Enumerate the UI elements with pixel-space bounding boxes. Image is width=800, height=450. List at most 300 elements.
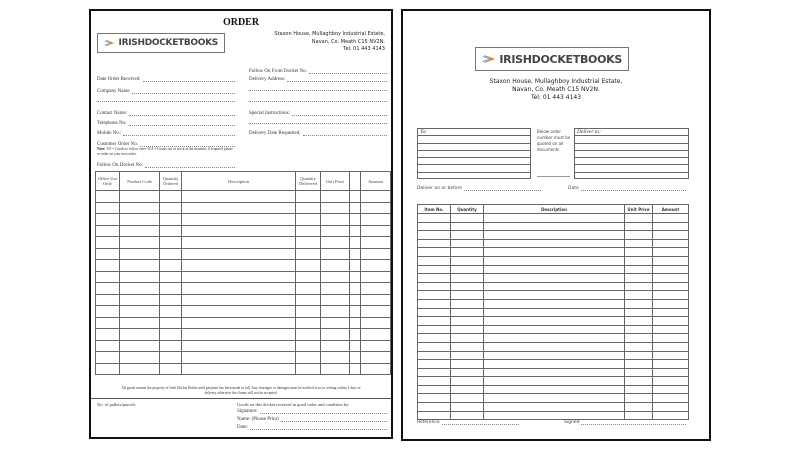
table-cell[interactable] bbox=[418, 377, 451, 386]
table-cell[interactable] bbox=[160, 248, 182, 260]
table-cell[interactable] bbox=[653, 239, 689, 248]
table-cell[interactable] bbox=[451, 317, 484, 326]
table-cell[interactable] bbox=[182, 237, 296, 249]
table-cell[interactable] bbox=[350, 225, 361, 237]
table-cell[interactable] bbox=[653, 214, 689, 223]
table-cell[interactable] bbox=[321, 306, 350, 318]
table-cell[interactable] bbox=[160, 202, 182, 214]
table-cell[interactable] bbox=[120, 294, 160, 306]
to-box[interactable] bbox=[417, 128, 531, 179]
deliver-to-box[interactable] bbox=[574, 128, 689, 179]
table-cell[interactable] bbox=[653, 360, 689, 369]
address-line: Tel: 01 443 4143 bbox=[343, 46, 385, 52]
table-cell[interactable] bbox=[484, 351, 625, 360]
table-cell[interactable] bbox=[321, 294, 350, 306]
table-cell[interactable] bbox=[120, 306, 160, 318]
telephone-field[interactable]: Telephone No: bbox=[97, 121, 235, 126]
table-cell[interactable] bbox=[653, 274, 689, 283]
table-cell[interactable] bbox=[321, 340, 350, 352]
table-cell[interactable] bbox=[484, 291, 625, 300]
table-cell[interactable] bbox=[96, 329, 120, 341]
table-cell[interactable] bbox=[625, 325, 653, 334]
table-cell[interactable] bbox=[160, 214, 182, 226]
table-cell[interactable] bbox=[296, 202, 321, 214]
table-cell[interactable] bbox=[182, 225, 296, 237]
table-cell[interactable] bbox=[484, 265, 625, 274]
table-cell[interactable] bbox=[361, 271, 391, 283]
table-cell[interactable] bbox=[451, 274, 484, 283]
table-cell[interactable] bbox=[625, 377, 653, 386]
table-cell[interactable] bbox=[296, 271, 321, 283]
table-cell[interactable] bbox=[182, 248, 296, 260]
table-cell[interactable] bbox=[418, 256, 451, 265]
table-cell[interactable] bbox=[361, 329, 391, 341]
table-cell[interactable] bbox=[182, 352, 296, 364]
table-cell[interactable] bbox=[361, 340, 391, 352]
table-cell[interactable] bbox=[182, 329, 296, 341]
table-cell[interactable] bbox=[451, 308, 484, 317]
table-cell[interactable] bbox=[625, 334, 653, 343]
table-cell[interactable] bbox=[296, 329, 321, 341]
table-cell[interactable] bbox=[418, 214, 451, 223]
to-label: To: bbox=[418, 129, 530, 136]
table-cell[interactable] bbox=[625, 342, 653, 351]
table-cell[interactable] bbox=[418, 282, 451, 291]
col-amount: Amount bbox=[653, 205, 689, 214]
table-cell[interactable] bbox=[653, 291, 689, 300]
special-instructions-field[interactable]: Special Instructions: bbox=[249, 111, 387, 116]
table-cell[interactable] bbox=[484, 377, 625, 386]
table-cell[interactable] bbox=[451, 342, 484, 351]
table-cell[interactable] bbox=[296, 352, 321, 364]
table-cell[interactable] bbox=[96, 260, 120, 272]
table-cell[interactable] bbox=[182, 271, 296, 283]
table-cell[interactable] bbox=[418, 325, 451, 334]
table-cell[interactable] bbox=[625, 403, 653, 412]
follow-on-docket-field[interactable]: Follow On Docket No: bbox=[97, 163, 235, 168]
table-cell[interactable] bbox=[160, 340, 182, 352]
table-row bbox=[418, 222, 689, 231]
table-cell[interactable] bbox=[418, 299, 451, 308]
table-cell[interactable] bbox=[350, 283, 361, 295]
table-cell[interactable] bbox=[653, 334, 689, 343]
table-cell[interactable] bbox=[653, 265, 689, 274]
table-cell[interactable] bbox=[484, 385, 625, 394]
signature-field[interactable]: Signature: bbox=[237, 409, 387, 414]
table-cell[interactable] bbox=[418, 231, 451, 240]
terms-text: All goods remain the property of Irish Docket Books until payment has been made in full. Any shortages or damages must be notified to us in writing within 3 days of delivery otherwise the claims will not be accepted. bbox=[121, 386, 361, 395]
table-cell[interactable] bbox=[350, 237, 361, 249]
table-cell[interactable] bbox=[96, 191, 120, 203]
table-cell[interactable] bbox=[160, 317, 182, 329]
table-cell[interactable] bbox=[653, 411, 689, 420]
table-cell[interactable] bbox=[120, 340, 160, 352]
reference-field[interactable]: Reference bbox=[417, 420, 519, 425]
table-cell[interactable] bbox=[361, 294, 391, 306]
table-cell[interactable] bbox=[361, 363, 391, 375]
table-cell[interactable] bbox=[182, 191, 296, 203]
table-cell[interactable] bbox=[160, 237, 182, 249]
table-cell[interactable] bbox=[361, 237, 391, 249]
table-cell[interactable] bbox=[296, 294, 321, 306]
table-cell[interactable] bbox=[96, 340, 120, 352]
table-cell[interactable] bbox=[160, 352, 182, 364]
table-cell[interactable] bbox=[653, 403, 689, 412]
table-cell[interactable] bbox=[484, 334, 625, 343]
table-cell[interactable] bbox=[451, 360, 484, 369]
date-order-received-field[interactable]: Date Order Received: bbox=[97, 77, 235, 82]
table-cell[interactable] bbox=[653, 342, 689, 351]
table-cell[interactable] bbox=[451, 411, 484, 420]
table-cell[interactable] bbox=[653, 385, 689, 394]
table-cell[interactable] bbox=[296, 306, 321, 318]
table-cell[interactable] bbox=[350, 202, 361, 214]
table-cell[interactable] bbox=[451, 231, 484, 240]
table-cell[interactable] bbox=[653, 325, 689, 334]
table-cell[interactable] bbox=[625, 360, 653, 369]
table-cell[interactable] bbox=[361, 191, 391, 203]
table-cell[interactable] bbox=[120, 260, 160, 272]
table-cell[interactable] bbox=[120, 363, 160, 375]
table-cell[interactable] bbox=[625, 214, 653, 223]
table-cell[interactable] bbox=[484, 282, 625, 291]
table-cell[interactable] bbox=[484, 222, 625, 231]
table-cell[interactable] bbox=[418, 248, 451, 257]
table-cell[interactable] bbox=[653, 394, 689, 403]
table-cell[interactable] bbox=[484, 248, 625, 257]
table-cell[interactable] bbox=[120, 202, 160, 214]
table-cell[interactable] bbox=[484, 239, 625, 248]
table-cell[interactable] bbox=[96, 202, 120, 214]
table-cell[interactable] bbox=[653, 377, 689, 386]
table-cell[interactable] bbox=[653, 248, 689, 257]
delivery-date-field[interactable]: Delivery Date Requested: bbox=[249, 131, 387, 136]
form-title: ORDER bbox=[222, 17, 260, 28]
table-cell[interactable] bbox=[350, 260, 361, 272]
table-cell[interactable] bbox=[451, 256, 484, 265]
table-cell[interactable] bbox=[321, 329, 350, 341]
table-cell[interactable] bbox=[96, 225, 120, 237]
table-cell[interactable] bbox=[321, 202, 350, 214]
table-cell[interactable] bbox=[361, 202, 391, 214]
table-cell[interactable] bbox=[484, 325, 625, 334]
table-cell[interactable] bbox=[296, 214, 321, 226]
table-cell[interactable] bbox=[350, 271, 361, 283]
table-cell[interactable] bbox=[361, 306, 391, 318]
table-cell[interactable] bbox=[484, 308, 625, 317]
table-cell[interactable] bbox=[418, 308, 451, 317]
col-unit-price: Unit Price bbox=[321, 172, 350, 191]
table-cell[interactable] bbox=[451, 282, 484, 291]
table-cell[interactable] bbox=[625, 265, 653, 274]
table-cell[interactable] bbox=[625, 256, 653, 265]
table-cell[interactable] bbox=[120, 352, 160, 364]
table-cell[interactable] bbox=[451, 265, 484, 274]
table-cell[interactable] bbox=[296, 317, 321, 329]
table-row bbox=[96, 237, 391, 249]
table-cell[interactable] bbox=[96, 271, 120, 283]
table-cell[interactable] bbox=[160, 329, 182, 341]
table-cell[interactable] bbox=[625, 317, 653, 326]
table-cell[interactable] bbox=[321, 317, 350, 329]
table-cell[interactable] bbox=[120, 248, 160, 260]
table-row bbox=[96, 317, 391, 329]
table-cell[interactable] bbox=[451, 377, 484, 386]
table-cell[interactable] bbox=[451, 368, 484, 377]
table-row bbox=[96, 225, 391, 237]
table-cell[interactable] bbox=[160, 306, 182, 318]
table-cell[interactable] bbox=[96, 352, 120, 364]
table-cell[interactable] bbox=[625, 291, 653, 300]
table-cell[interactable] bbox=[120, 317, 160, 329]
table-cell[interactable] bbox=[120, 191, 160, 203]
table-cell[interactable] bbox=[418, 239, 451, 248]
table-cell[interactable] bbox=[96, 283, 120, 295]
table-cell[interactable] bbox=[296, 237, 321, 249]
table-cell[interactable] bbox=[625, 274, 653, 283]
table-row bbox=[96, 214, 391, 226]
table-cell[interactable] bbox=[350, 306, 361, 318]
table-cell[interactable] bbox=[120, 237, 160, 249]
table-cell[interactable] bbox=[321, 352, 350, 364]
table-cell[interactable] bbox=[296, 248, 321, 260]
table-row bbox=[96, 191, 391, 203]
signed-field[interactable]: Signed bbox=[564, 420, 686, 425]
table-cell[interactable] bbox=[418, 342, 451, 351]
table-cell[interactable] bbox=[484, 274, 625, 283]
table-cell[interactable] bbox=[625, 308, 653, 317]
date-field[interactable]: Date: bbox=[237, 425, 387, 430]
logo-book-icon bbox=[104, 37, 115, 49]
table-cell[interactable] bbox=[418, 403, 451, 412]
table-cell[interactable] bbox=[451, 394, 484, 403]
table-cell[interactable] bbox=[361, 283, 391, 295]
table-cell[interactable] bbox=[120, 214, 160, 226]
table-cell[interactable] bbox=[484, 317, 625, 326]
table-cell[interactable] bbox=[418, 334, 451, 343]
received-label: Goods on this docket received in good order and condition by: bbox=[237, 402, 350, 407]
order-number-line bbox=[537, 176, 570, 177]
table-cell[interactable] bbox=[350, 363, 361, 375]
table-cell[interactable] bbox=[625, 385, 653, 394]
follow-on-from-field[interactable]: Follow On From Docket No. bbox=[249, 69, 387, 74]
table-cell[interactable] bbox=[182, 363, 296, 375]
table-cell[interactable] bbox=[625, 394, 653, 403]
table-cell[interactable] bbox=[96, 317, 120, 329]
table-cell[interactable] bbox=[625, 248, 653, 257]
table-cell[interactable] bbox=[418, 222, 451, 231]
table-cell[interactable] bbox=[96, 248, 120, 260]
table-cell[interactable] bbox=[484, 360, 625, 369]
table-cell[interactable] bbox=[484, 214, 625, 223]
table-cell[interactable] bbox=[361, 317, 391, 329]
table-cell[interactable] bbox=[361, 248, 391, 260]
table-cell[interactable] bbox=[418, 360, 451, 369]
table-cell[interactable] bbox=[160, 363, 182, 375]
table-cell[interactable] bbox=[653, 317, 689, 326]
table-row bbox=[96, 363, 391, 375]
table-cell[interactable] bbox=[625, 299, 653, 308]
table-cell[interactable] bbox=[653, 351, 689, 360]
table-cell[interactable] bbox=[451, 403, 484, 412]
table-cell[interactable] bbox=[296, 363, 321, 375]
table-cell[interactable] bbox=[484, 256, 625, 265]
table-cell[interactable] bbox=[182, 202, 296, 214]
table-cell[interactable] bbox=[120, 283, 160, 295]
table-cell[interactable] bbox=[418, 394, 451, 403]
table-cell[interactable] bbox=[451, 351, 484, 360]
table-cell[interactable] bbox=[484, 231, 625, 240]
order-form-left bbox=[89, 9, 393, 439]
table-cell[interactable] bbox=[296, 260, 321, 272]
table-cell[interactable] bbox=[296, 340, 321, 352]
table-cell[interactable] bbox=[350, 317, 361, 329]
table-cell[interactable] bbox=[418, 291, 451, 300]
table-cell[interactable] bbox=[625, 411, 653, 420]
table-row bbox=[96, 329, 391, 341]
table-cell[interactable] bbox=[120, 329, 160, 341]
table-cell[interactable] bbox=[451, 248, 484, 257]
table-cell[interactable] bbox=[484, 299, 625, 308]
address-line: Staxon House, Mullaghboy Industrial Estate, bbox=[489, 78, 623, 85]
table-row bbox=[418, 342, 689, 351]
table-row bbox=[418, 351, 689, 360]
table-cell[interactable] bbox=[451, 239, 484, 248]
table-row bbox=[96, 352, 391, 364]
table-cell[interactable] bbox=[96, 214, 120, 226]
col-amount: Amount bbox=[361, 172, 391, 191]
table-cell[interactable] bbox=[451, 325, 484, 334]
table-cell[interactable] bbox=[653, 256, 689, 265]
table-cell[interactable] bbox=[350, 340, 361, 352]
table-cell[interactable] bbox=[484, 403, 625, 412]
order-form-right bbox=[401, 9, 711, 441]
contact-name-field[interactable]: Contact Name: bbox=[97, 111, 235, 116]
table-cell[interactable] bbox=[418, 274, 451, 283]
table-cell[interactable] bbox=[321, 260, 350, 272]
table-cell[interactable] bbox=[361, 352, 391, 364]
table-cell[interactable] bbox=[484, 368, 625, 377]
table-cell[interactable] bbox=[418, 385, 451, 394]
table-cell[interactable] bbox=[182, 340, 296, 352]
table-cell[interactable] bbox=[625, 351, 653, 360]
table-cell[interactable] bbox=[96, 306, 120, 318]
table-cell[interactable] bbox=[451, 291, 484, 300]
table-cell[interactable] bbox=[296, 191, 321, 203]
table-cell[interactable] bbox=[321, 363, 350, 375]
table-cell[interactable] bbox=[484, 394, 625, 403]
table-cell[interactable] bbox=[321, 237, 350, 249]
table-cell[interactable] bbox=[160, 191, 182, 203]
table-cell[interactable] bbox=[653, 308, 689, 317]
table-cell[interactable] bbox=[625, 282, 653, 291]
table-cell[interactable] bbox=[96, 363, 120, 375]
table-cell[interactable] bbox=[361, 260, 391, 272]
table-cell[interactable] bbox=[350, 329, 361, 341]
table-cell[interactable] bbox=[451, 222, 484, 231]
table-cell[interactable] bbox=[182, 294, 296, 306]
table-cell[interactable] bbox=[296, 283, 321, 295]
table-cell[interactable] bbox=[625, 239, 653, 248]
table-cell[interactable] bbox=[160, 294, 182, 306]
customer-order-field[interactable]: Customer Order No. bbox=[97, 142, 235, 147]
table-cell[interactable] bbox=[321, 214, 350, 226]
delivery-address-field[interactable]: Delivery Address: bbox=[249, 77, 387, 82]
table-cell[interactable] bbox=[160, 225, 182, 237]
table-cell[interactable] bbox=[418, 265, 451, 274]
table-cell[interactable] bbox=[625, 231, 653, 240]
table-cell[interactable] bbox=[350, 214, 361, 226]
table-cell[interactable] bbox=[653, 231, 689, 240]
col-quantity: Quantity bbox=[451, 205, 484, 214]
table-cell[interactable] bbox=[451, 214, 484, 223]
table-cell[interactable] bbox=[361, 214, 391, 226]
table-cell[interactable] bbox=[96, 294, 120, 306]
date-field[interactable]: Date bbox=[568, 186, 686, 191]
print-name-field[interactable]: Name: (Please Print) bbox=[237, 417, 387, 422]
table-row bbox=[96, 202, 391, 214]
table-cell[interactable] bbox=[160, 260, 182, 272]
table-cell[interactable] bbox=[350, 294, 361, 306]
table-cell[interactable] bbox=[451, 385, 484, 394]
table-cell[interactable] bbox=[653, 368, 689, 377]
table-cell[interactable] bbox=[182, 260, 296, 272]
table-cell[interactable] bbox=[120, 271, 160, 283]
table-row bbox=[96, 294, 391, 306]
table-cell[interactable] bbox=[418, 411, 451, 420]
table-cell[interactable] bbox=[418, 368, 451, 377]
table-cell[interactable] bbox=[451, 334, 484, 343]
col-qty-delivered: Quantity Delivered bbox=[296, 172, 321, 191]
table-cell[interactable] bbox=[321, 225, 350, 237]
table-cell[interactable] bbox=[484, 342, 625, 351]
company-name-field[interactable]: Company Name bbox=[97, 89, 235, 94]
logo bbox=[97, 33, 225, 53]
deliver-on-field[interactable]: Deliver on or before bbox=[417, 186, 541, 191]
table-cell[interactable] bbox=[653, 299, 689, 308]
mobile-field[interactable]: Mobile No.: bbox=[97, 131, 235, 136]
table-cell[interactable] bbox=[182, 306, 296, 318]
table-cell[interactable] bbox=[653, 222, 689, 231]
table-cell[interactable] bbox=[120, 225, 160, 237]
table-cell[interactable] bbox=[418, 317, 451, 326]
table-cell[interactable] bbox=[182, 214, 296, 226]
table-cell[interactable] bbox=[182, 317, 296, 329]
table-cell[interactable] bbox=[160, 283, 182, 295]
table-cell[interactable] bbox=[350, 191, 361, 203]
table-cell[interactable] bbox=[321, 271, 350, 283]
table-cell[interactable] bbox=[625, 222, 653, 231]
table-cell[interactable] bbox=[451, 299, 484, 308]
table-cell[interactable] bbox=[361, 225, 391, 237]
table-cell[interactable] bbox=[321, 191, 350, 203]
table-cell[interactable] bbox=[484, 411, 625, 420]
table-cell[interactable] bbox=[96, 237, 120, 249]
table-cell[interactable] bbox=[182, 283, 296, 295]
table-cell[interactable] bbox=[418, 351, 451, 360]
table-cell[interactable] bbox=[321, 283, 350, 295]
col-item-no: Item No. bbox=[418, 205, 451, 214]
table-cell[interactable] bbox=[350, 248, 361, 260]
table-cell[interactable] bbox=[321, 248, 350, 260]
table-cell[interactable] bbox=[296, 225, 321, 237]
table-cell[interactable] bbox=[350, 352, 361, 364]
table-cell[interactable] bbox=[653, 282, 689, 291]
table-cell[interactable] bbox=[625, 368, 653, 377]
table-cell[interactable] bbox=[160, 271, 182, 283]
pallets-label: No. of pallets/parcels bbox=[97, 402, 136, 407]
table-row bbox=[418, 265, 689, 274]
